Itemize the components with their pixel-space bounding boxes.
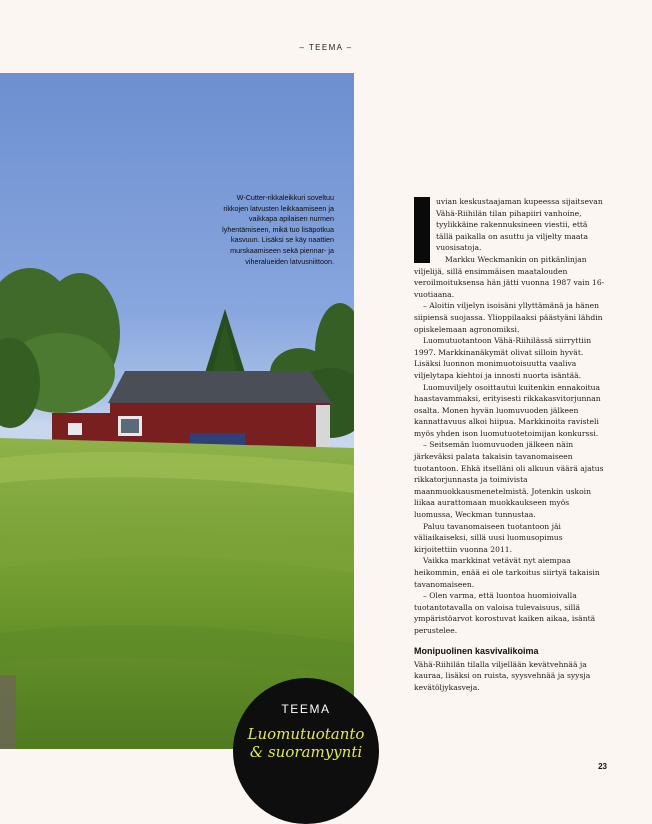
badge-label: TEEMA: [281, 702, 331, 716]
article-body: [414, 196, 606, 693]
article-subheading: Monipuolinen kasvivalikoima: [414, 645, 539, 656]
photo-caption: W-Cutter-rikkaleikkuri soveltuu rikkojen latvusten leikkaamiseen ja vaikkapa apilaisen nurmen lyhentämiseen, mikä tuo lisäpotkua kasvuun. Lisäksi se käy naattien murskaamiseen sekä piennar- ja viheralueiden latvusniittoon.: [222, 193, 334, 266]
farmhouse-photo: [0, 73, 354, 749]
page-number: 23: [598, 762, 607, 771]
article-paragraph: Paluu tavanomaiseen tuotantoon jäi väliaikaiseksi, sillä uusi luomusopimus kirjoitettiin vuonna 2011.: [414, 521, 563, 554]
badge-title-line2: & suoramyynti: [249, 743, 363, 761]
article-paragraph: – Aloitin viljelyn isoisäni yllyttämänä ja hänen siipiensä suojassa. Ylioppilaaksi päästyäni lähdin opiskelemaan agronomiksi.: [414, 301, 603, 334]
photo-illustration: [0, 73, 354, 749]
article-closing-paragraph: Vähä-Riihilän tilalla viljellään kevätvehnää ja kauraa, lisäksi on ruista, syysvehnää ja syysja kevätöljykasveja.: [414, 659, 591, 692]
lead-text: uvian keskustaajaman kupeessa sijaitsevan Vähä-Riihilän tilan pihapiiri vanhoine, tyylikkäine rakennuksineen viestii, että tällä paikalla on asuttu ja viljelty maata vuosisatoja.: [436, 197, 603, 253]
badge-title-line1: Luomutuotanto: [247, 725, 365, 743]
article-paragraph: – Seitsemän luomuvuoden jälkeen näin järkeväksi palata takaisin tavanomaiseen tuotantoon. Ehkä itselläni oli alkuun väärä ajatus rikkatorjunnasta ja toimivista maanmuokkausmenetelmistä. Jotenkin uskoin liikaa aurattomaan muokkaukseen myös luomussa, Weckman tunnustaa.: [414, 440, 604, 520]
tree-group-left: [0, 268, 120, 428]
article-paragraph-lead: [414, 196, 606, 254]
article-paragraph: Luomutuotantoon Vähä-Riihilässä siirryttiin 1997. Markkinanäkymät olivat silloin hyvät. Lisäksi luonnon monimuotoisuutta vaaliva viljelytapa kiehtoi ja innosti nuorta isäntää.: [414, 336, 592, 380]
section-header-label: – TEEMA –: [299, 43, 353, 52]
article-paragraph: Markku Weckmankin on pitkänlinjan viljelijä, sillä ensimmäisen maatalouden veroilmoituksensa hän jätti vuonna 1987 vain 16-vuotiaana.: [414, 254, 605, 299]
theme-badge: [233, 678, 379, 824]
article-paragraph: – Olen varma, että luontoa huomioivalla tuotantotavalla on valoisa tulevaisuus, sillä ympäristöarvot korostuvat kaiken aikaa, isäntä perustelee.: [414, 591, 596, 635]
article-paragraph: Vaikka markkinat vetävät nyt aiempaa heikommin, enää ei ole tarkoitus siirtyä takaisin tavanomaiseen.: [414, 556, 600, 589]
badge-title: [233, 725, 379, 761]
dropcap-letter: [414, 197, 430, 263]
article-paragraph: Luomuviljely osoittautui kuitenkin ennakoitua haastavammaksi, erityisesti rikkakasvitorjunnan osalta. Monen hyvän luomuvuoden jälkeen kannattavuus alkoi hiipua. Markkinoita ravisteli myös yhden ison luomutuotetoimijan konkurssi.: [414, 382, 601, 438]
